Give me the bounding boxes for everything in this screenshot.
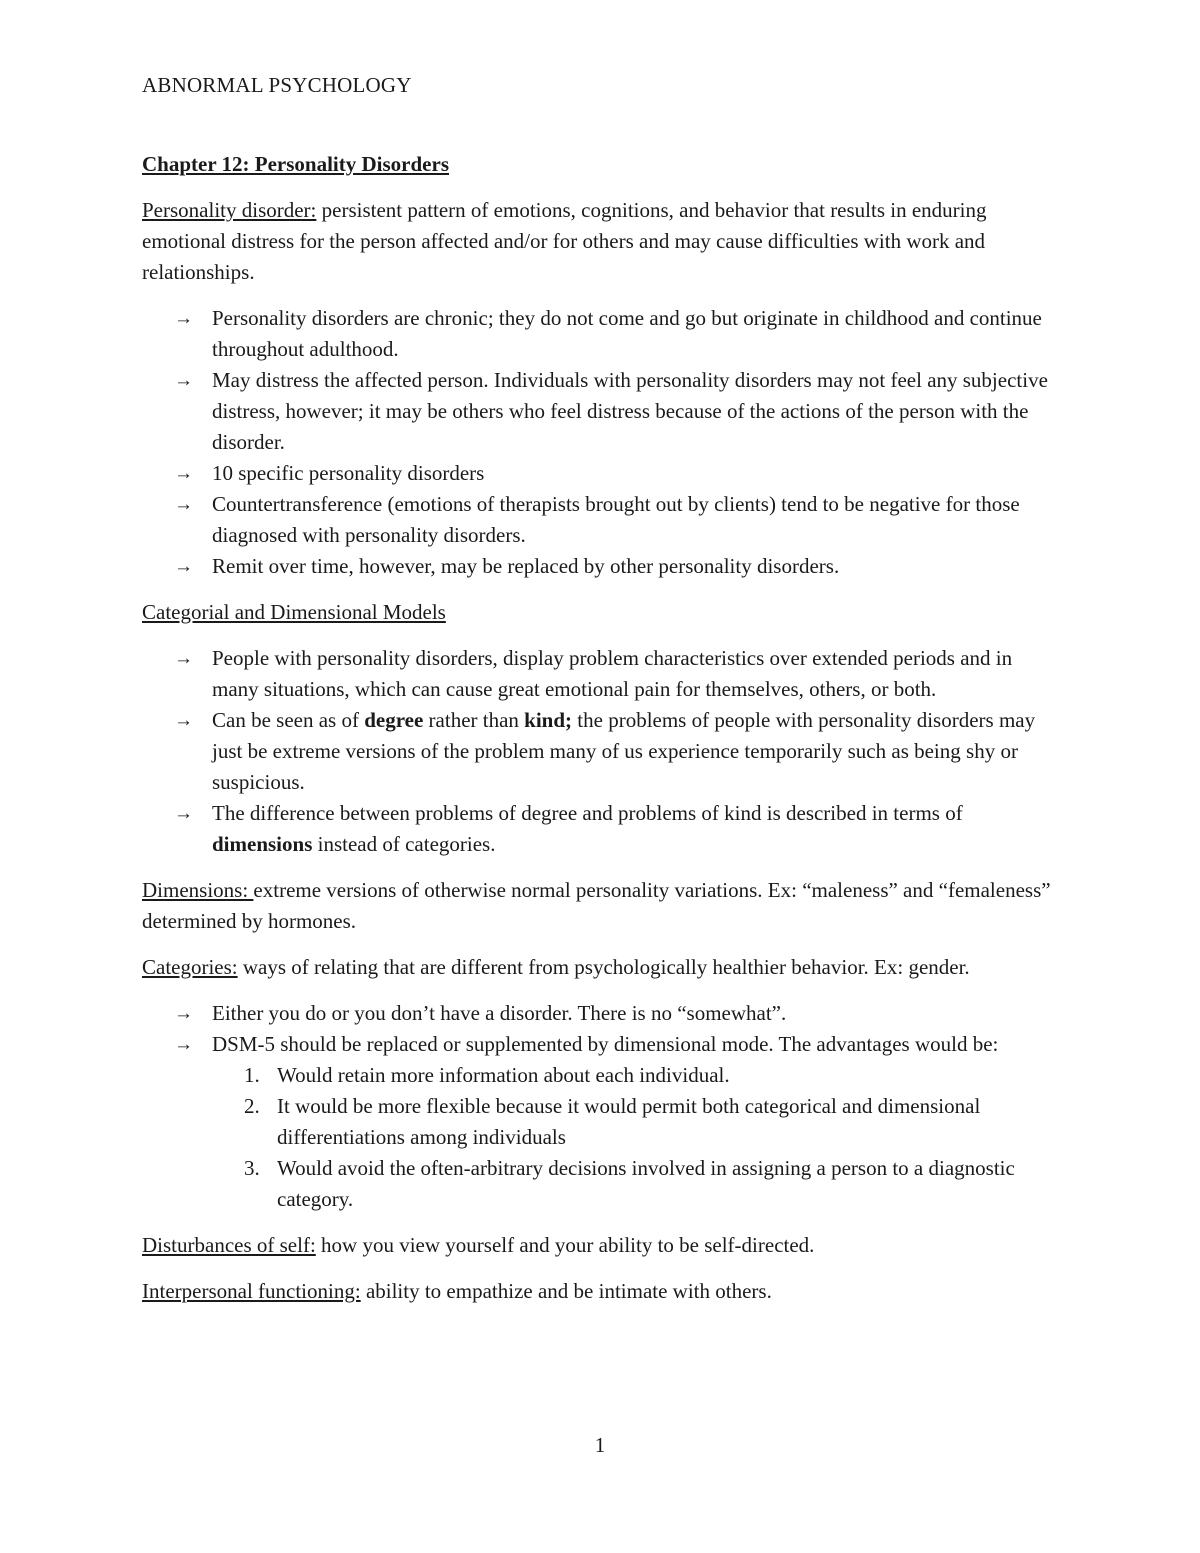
term-personality-disorder: Personality disorder: — [142, 198, 317, 222]
definition-text: how you view yourself and your ability to be self-directed. — [315, 1233, 815, 1257]
bullet-text: 10 specific personality disorders — [212, 461, 485, 485]
bullet-text: The difference between problems of degree and problems of kind is described in terms of — [212, 801, 963, 825]
definition-personality-disorder — [142, 195, 1062, 288]
models-bullets — [142, 643, 1062, 860]
term-interpersonal-functioning: Interpersonal functioning: — [142, 1279, 361, 1303]
term-disturbances-of-self: Disturbances of self: — [142, 1233, 316, 1257]
item-text: Would avoid the often-arbitrary decisions involved in assigning a person to a diagnostic category. — [277, 1156, 1015, 1211]
arrow-icon: → — [174, 308, 193, 329]
bullet-item — [174, 303, 1062, 365]
item-number: 1. — [244, 1063, 260, 1087]
bullet-text: Either you do or you don’t have a disorder. There is no “somewhat”. — [212, 1001, 787, 1025]
personality-disorder-bullets — [142, 303, 1062, 582]
bullet-text: the problems of people with personality disorders may just be extreme versions of the problem many of us experience temporarily such as being shy or suspicious. — [212, 708, 1036, 794]
bullet-text: rather than — [423, 708, 525, 732]
arrow-icon: → — [174, 1003, 193, 1024]
item-text: Would retain more information about each individual. — [277, 1063, 730, 1087]
categories-bullets — [142, 998, 1062, 1060]
advantages-list — [142, 1060, 1062, 1215]
bold-term-kind: kind; — [524, 708, 573, 732]
definition-dimensions — [142, 875, 1062, 937]
arrow-icon: → — [174, 710, 193, 731]
numbered-item — [244, 1060, 1062, 1091]
bullet-text: instead of categories. — [312, 832, 496, 856]
arrow-icon: → — [174, 648, 193, 669]
bullet-text: Remit over time, however, may be replaced by other personality disorders. — [212, 554, 840, 578]
bullet-item — [174, 798, 1062, 860]
bullet-item — [174, 1029, 1062, 1060]
arrow-icon: → — [174, 803, 193, 824]
definition-interpersonal-functioning — [142, 1276, 1062, 1307]
bullet-text: DSM-5 should be replaced or supplemented by dimensional mode. The advantages would be: — [212, 1032, 999, 1056]
arrow-icon: → — [174, 1034, 193, 1055]
models-heading: Categorial and Dimensional Models — [142, 600, 446, 624]
bullet-item — [174, 365, 1062, 458]
page-number: 1 — [594, 1433, 606, 1457]
definition-text: ways of relating that are different from psychologically healthier behavior. Ex: gender. — [237, 955, 970, 979]
term-categories: Categories: — [142, 955, 238, 979]
page-content — [142, 70, 1062, 1322]
definition-text: persistent pattern of emotions, cognitions, and behavior that results in enduring emotional distress for the person affected and/or for others and may cause difficulties with work and relationships. — [142, 198, 987, 284]
numbered-item — [244, 1091, 1062, 1153]
bullet-text: May distress the affected person. Individuals with personality disorders may not feel any subjective distress, however; it may be others who feel distress because of the actions of the person with the disorder. — [212, 368, 1048, 454]
item-text: It would be more flexible because it would permit both categorical and dimensional differentiations among individuals — [277, 1094, 981, 1149]
bold-term-dimensions: dimensions — [212, 832, 313, 856]
section-heading-models — [142, 597, 1062, 628]
arrow-icon: → — [174, 494, 193, 515]
bullet-text: Personality disorders are chronic; they do not come and go but originate in childhood and continue throughout adulthood. — [212, 306, 1042, 361]
definition-text: ability to empathize and be intimate with others. — [360, 1279, 772, 1303]
arrow-icon: → — [174, 370, 193, 391]
definition-text: extreme versions of otherwise normal personality variations. Ex: “maleness” and “femaleness” determined by hormones. — [142, 878, 1051, 933]
item-number: 3. — [244, 1156, 260, 1180]
numbered-item — [244, 1153, 1062, 1215]
bullet-text: Can be seen as of — [212, 708, 365, 732]
item-number: 2. — [244, 1094, 260, 1118]
definition-categories — [142, 952, 1062, 983]
definition-disturbances-of-self — [142, 1230, 1062, 1261]
bullet-item — [174, 998, 1062, 1029]
bullet-item — [174, 458, 1062, 489]
bold-term-degree: degree — [364, 708, 424, 732]
bullet-item — [174, 705, 1062, 798]
arrow-icon: → — [174, 463, 193, 484]
chapter-title: Chapter 12: Personality Disorders — [142, 152, 449, 176]
arrow-icon: → — [174, 556, 193, 577]
bullet-text: People with personality disorders, display problem characteristics over extended periods and in many situations, which can cause great emotional pain for themselves, others, or both. — [212, 646, 1013, 701]
bullet-item — [174, 489, 1062, 551]
term-dimensions: Dimensions: — [142, 878, 254, 902]
bullet-text: Countertransference (emotions of therapists brought out by clients) tend to be negative for those diagnosed with personality disorders. — [212, 492, 1020, 547]
running-header: ABNORMAL PSYCHOLOGY — [142, 73, 412, 97]
bullet-item — [174, 551, 1062, 582]
bullet-item — [174, 643, 1062, 705]
